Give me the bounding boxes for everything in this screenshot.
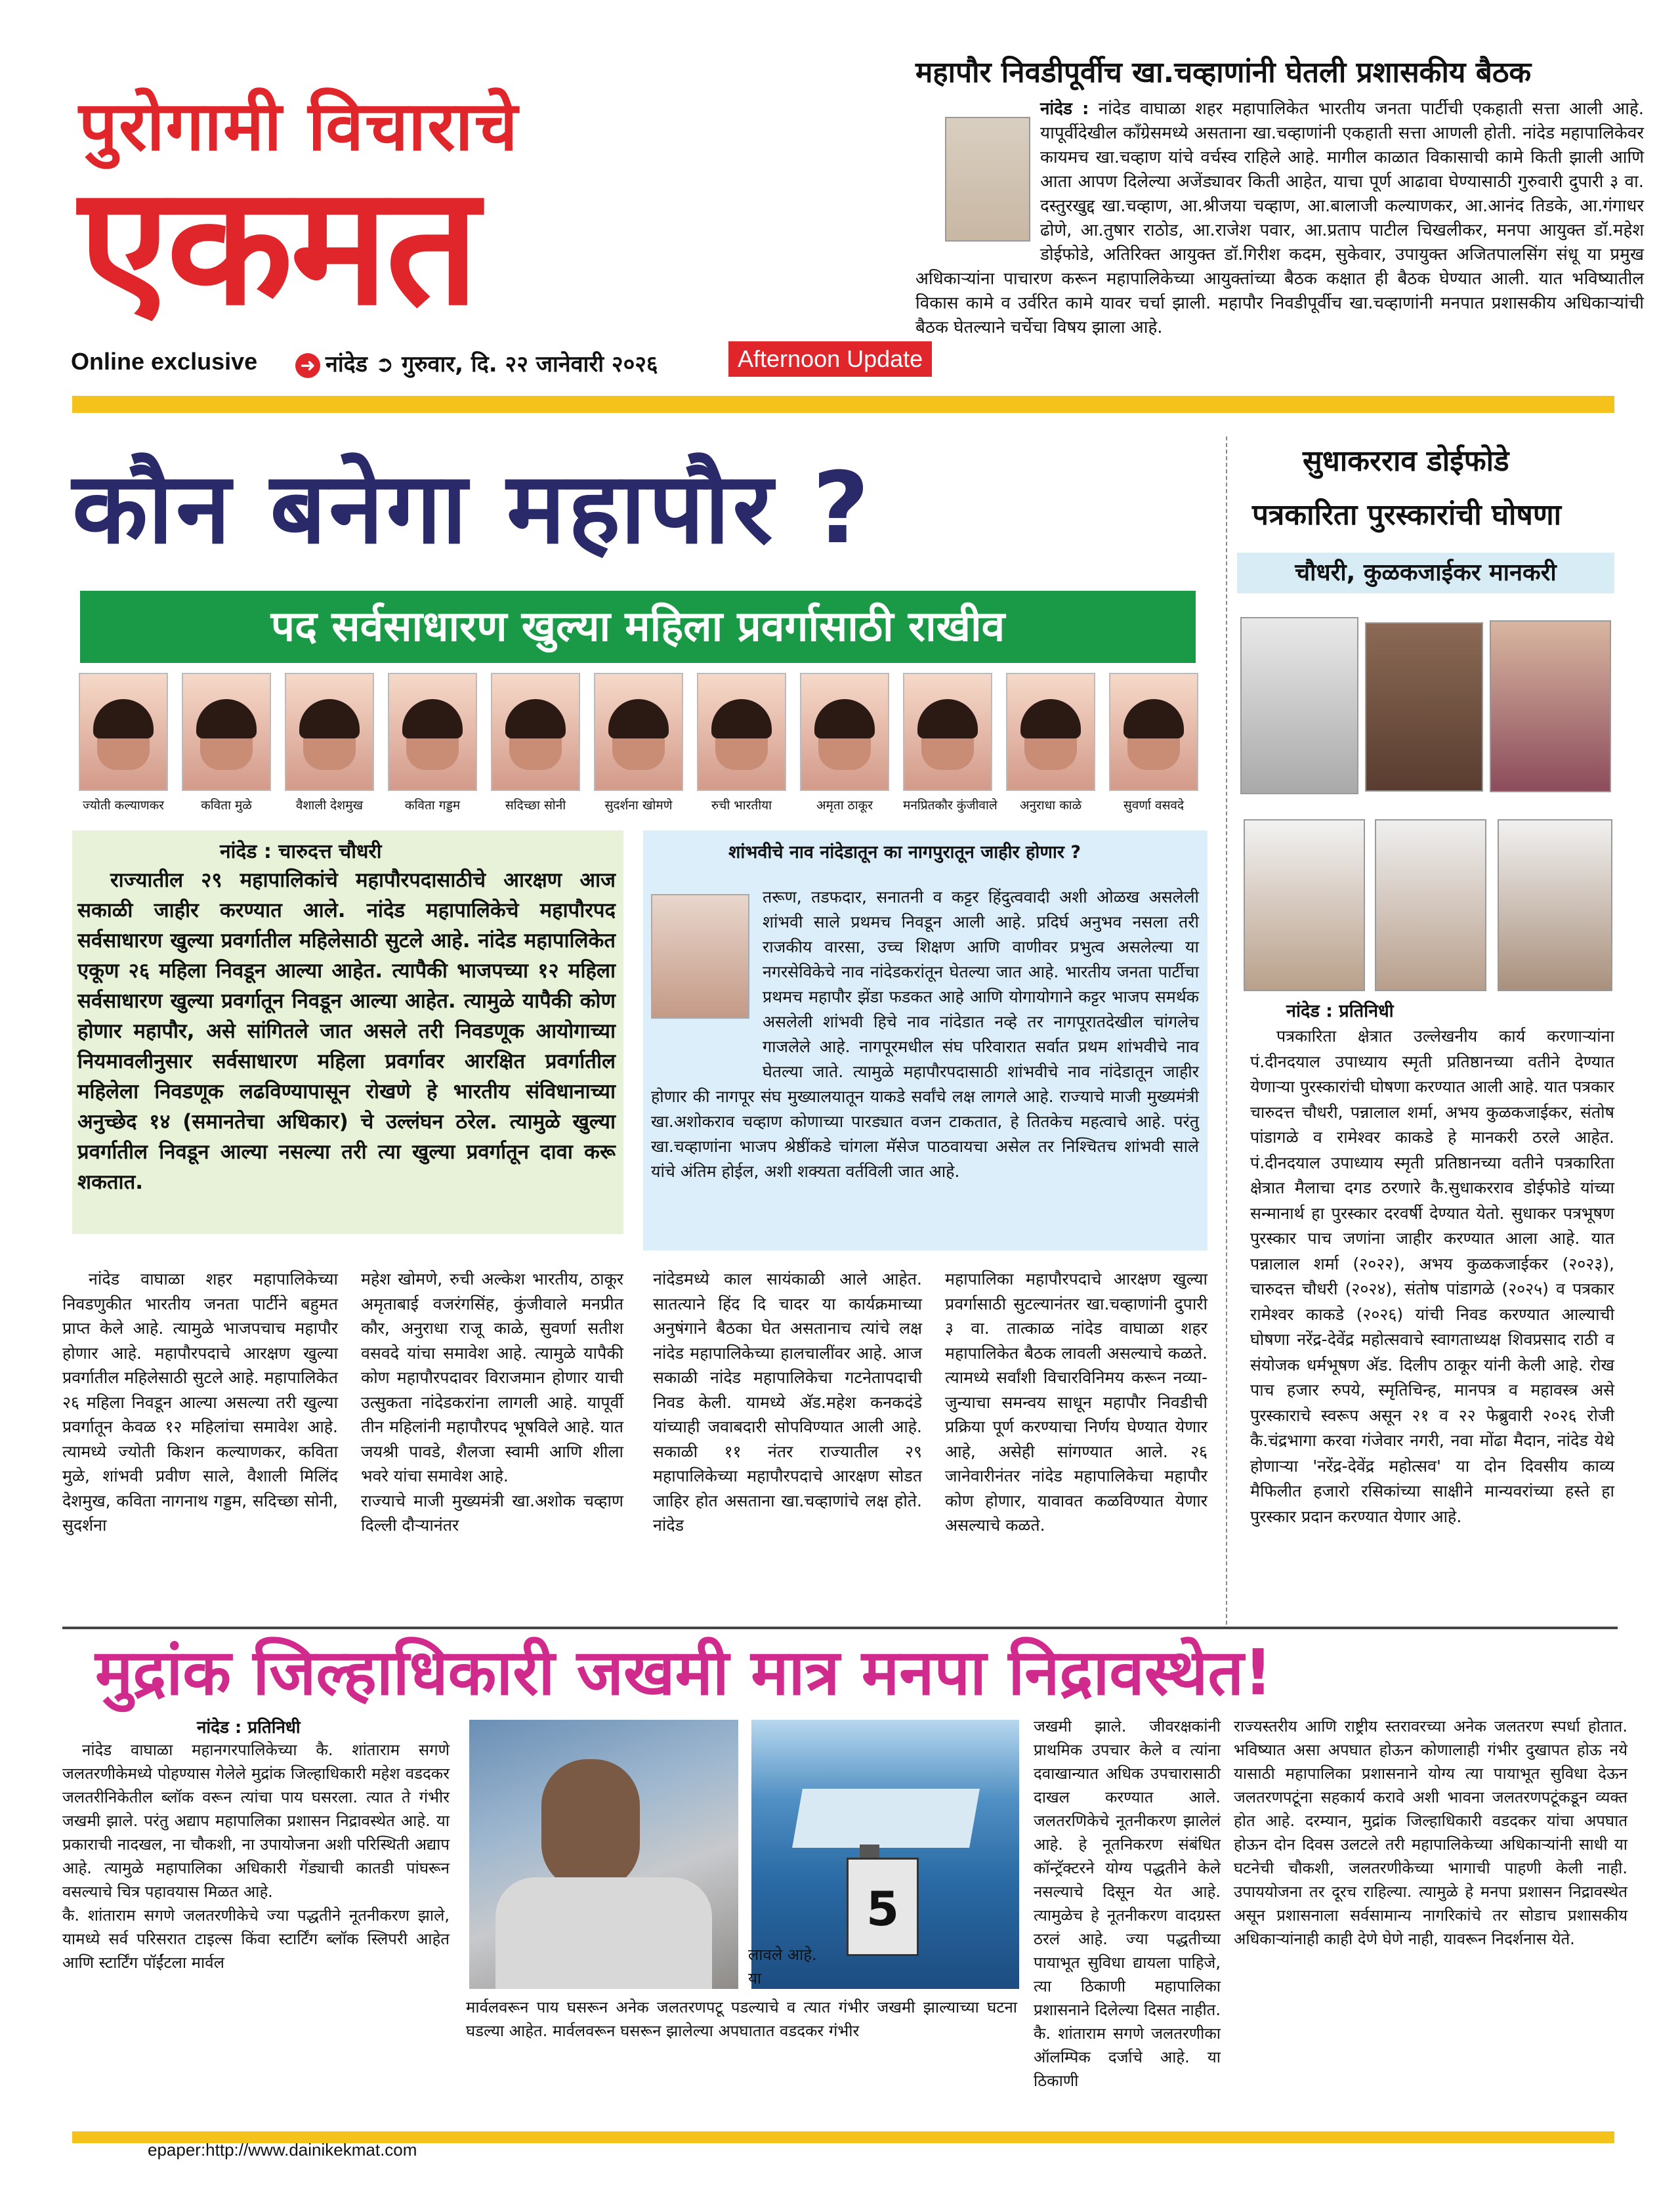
candidate-photo (1109, 673, 1198, 791)
body-column-2: महेश खोमणे, रुची अल्केश भारतीय, ठाकूर अमृताबाई वजरंगसिंह, कुंजीवाले मनप्रीत कौर, अनुराधा राजू काळे, सुवर्णा सतीश वसवदे यांचा समावेश आहे. त्यामुळे यापैकी कोण महापौरपदावर विराजमान होणार याची उत्सुकता नांदेडकरांना लागली आहे. यापूर्वी तीन महिलांनी महापौरपद भूषविले आहे. यात जयश्री पावडे, शैलजा स्वामी आणि शीला भवरे यांचा समावेश आहे. राज्याचे माजी मुख्यमंत्री खा.अशोक चव्हाण दिल्ली दौऱ्यानंतर (361, 1269, 623, 1535)
candidate (903, 673, 998, 813)
candidate (1006, 673, 1095, 813)
candidate-name: कविता गड्डम (404, 798, 461, 813)
mid-story-text: तरूण, तडफदार, सनातनी व कट्टर हिंदुत्ववादी अशी ओळख असलेली शांभवी साले प्रथमच निवडून आली आहे. प्रदिर्घ अनुभव नसला तरी राजकीय वारसा, उच्च शिक्षण आणि वाणीवर प्रभुत्व असलेल्या या नगरसेविकेचे नाव नांदेडकरांतून घेतल्या जात आहे. भारतीय जनता पार्टीचा प्रथमच महापौर झेंडा फडकत आहे आणि योगायोगाने कट्टर भाजप समर्थक असलेली शांभवी हिचे नाव नांदेडात नव्हे तर नागपूरातदेखील चांगलेच गाजलेले आहे. नागपूरमधील संघ परिवारात सर्वात प्रथम शांभवीचे नाव घेतल्या जाते. त्यामुळे महापौरपदासाठी शांभवीचे नाव नांदेडातून जाहीर होणार की नागपूर संघ मुख्यालयातून याकडे सर्वांचे लक्ष लागले आहे. राज्याचे माजी मुख्यमंत्री खा.अशोकराव चव्हाण कोणाच्या पारड्यात वजन टाकतात, हे तितकेच महत्वाचे आहे. परंतु खा.चव्हाणांना भाजप श्रेष्ठींकडे चांगला मॅसेज पाठवायचा असेल तर निश्चितच शांभवी साले यांचे अंतिम होईल, अशी शक्यता वर्तविली जात आहे. (651, 887, 1199, 1181)
candidate (697, 673, 786, 813)
candidate-name: कविता मुळे (201, 798, 252, 813)
candidate (800, 673, 889, 813)
candidate-name: सुदर्शना खोमणे (604, 798, 673, 813)
bottom-byline: नांदेड : प्रतिनिधी (197, 1718, 301, 1738)
top-story-body (915, 97, 1644, 340)
candidate (388, 673, 477, 813)
candidate-photo (800, 673, 889, 791)
bottom-column-3: जखमी झाले. जीवरक्षकांनी प्राथमिक उपचार केले व त्यांना दवाखान्यात अधिक उपचारासाठी दाखल करण्यात आले. जलतरणिकेचे नूतनीकरण झालेलं आहे. हे नूतनिकरण संबंधित कॉन्ट्रॅक्टरने योग्य पद्धतीने केले नसल्याचे दिसून येत आहे. त्यामुळेच हे नूतनीकरण वादग्रस्त ठरलं आहे. ज्या पद्धतीच्या पायाभूत सुविधा द्यायला पाहिजे, त्या ठिकाणी महापालिका प्रशासनाने दिलेल्या दिसत नाहीत. कै. शांताराम सगणे जलतरणीका ऑलम्पिक दर्जाचे आहे. या ठिकाणी (1034, 1717, 1221, 2090)
candidate-name: वैशाली देशमुख (295, 798, 364, 813)
bottom-column-4: राज्यस्तरीय आणि राष्ट्रीय स्तरावरच्या अनेक जलतरण स्पर्धा होतात. भविष्यात असा अपघात होऊन कोणालाही गंभीर दुखापत होऊ नये यासाठी महापालिका प्रशासनाने योग्य त्या पायाभूत सुविधा देऊन जलतरणपटूंना सहकार्य करावे अशी भावना जलतरणपटूंकडून व्यक्त होत आहे. दरम्यान, मुद्रांक जिल्हाधिकारी वडदकर यांचा अपघात होऊन दोन दिवस उलटले तरी महापालिकेच्या अधिकाऱ्यांनी साधी या घटनेची चौकशी, जलतरणीकेच्या भागाची पाहणी केली नाही. उपाययोजना तर दूरच राहिल्या. त्यामुळे हे मनपा प्रशासन निद्रावस्थेत असून प्रशासनाला सर्वसामान्य नागरिकांचे तर सोडाच प्रशासकीय अधिकाऱ्यांनाही काही देणे घेणे नाही, यावरून निदर्शनास येते. (1234, 1717, 1628, 1948)
candidate-name: मनप्रितकौर कुंजीवाले (903, 798, 998, 813)
sidebar-byline: नांदेड : प्रतिनिधी (1286, 1001, 1394, 1021)
face-shape (541, 1759, 640, 1890)
online-exclusive-label: Online exclusive (71, 348, 258, 375)
afternoon-update-badge: Afternoon Update (728, 341, 932, 377)
arrow-right-icon: ➜ (295, 353, 320, 378)
candidate-name: रुची भारतीया (711, 798, 772, 813)
left-story-byline: नांदेड : चारुदत्त चौधरी (220, 840, 382, 863)
bottom-headline: मुद्रांक जिल्हाधिकारी जखमी मात्र मनपा निद्रावस्थेत! (95, 1636, 1273, 1709)
candidate-photo (903, 673, 992, 791)
masthead-brand-logo: एकमत (79, 150, 477, 341)
sidebar-divider (1226, 437, 1227, 1625)
lane-number-sign: 5 (847, 1858, 919, 1956)
body-column-3: नांदेडमध्ये काल सायंकाळी आले आहेत. सातत्याने हिंद दि चादर या कार्यक्रमाच्या अनुषंगाने बैठका घेत असतानाच त्यांचे लक्ष नांदेड महापालिकेच्या हालचालींवर आहे. आज सकाळी नांदेड महापालिकेचा गटनेतापदाची निवड केली. यामध्ये अ‍ॅड.महेश कनकदंडे यांच्याही जवाबदारी सोपविण्यात आली आहे. सकाळी ११ नंतर राज्यातील २९ महापालिकेच्या महापौरपदाचे आरक्षण सोडत जाहिर होत असताना खा.चव्हाणांचे लक्ष होते. नांदेड (653, 1269, 922, 1535)
sidebar-headline-1: सुधाकरराव डोईफोडे (1303, 444, 1509, 478)
dateline-text: नांदेड ➲ गुरुवार, दि. २२ जानेवारी २०२६ (326, 351, 658, 377)
candidate (491, 673, 580, 813)
sidebar-subhead: चौधरी, कुळकजाईकर मानकरी (1237, 553, 1614, 593)
photo-spacer (915, 97, 1040, 248)
candidate-photo (491, 673, 580, 791)
candidate-photo (182, 673, 271, 791)
dateline (295, 348, 658, 378)
candidate (79, 673, 168, 813)
shirt-shape (495, 1877, 712, 1989)
main-subhead: पद सर्वसाधारण खुल्या महिला प्रवर्गासाठी राखीव (80, 591, 1196, 663)
masthead-rule (72, 396, 1614, 413)
candidate-photo (594, 673, 683, 791)
sidebar-body: पत्रकारिता क्षेत्रात उल्लेखनीय कार्य करणाऱ्यांना पं.दीनदयाल उपाध्याय स्मृती प्रतिष्ठानच्या वतीने देण्यात येणाऱ्या पुरस्कारांची घोषणा करण्यात आली आहे. यात पत्रकार चारुदत्त चौधरी, पन्नालाल शर्मा, अभय कुळकजाईकर, संतोष पांडागळे व रामेश्वर काकडे हे मानकरी ठरले आहेत. पं.दीनदयाल उपाध्याय स्मृती प्रतिष्ठानच्या वतीने पत्रकारिता क्षेत्रात मैलाचा दगड ठरणारे कै.सुधाकरराव डोईफोडे यांच्या सन्मानार्थ हा पुरस्कार दरवर्षी देण्यात येतो. सुधाकर पत्रभूषण पुरस्कार पाच जणांना जाहीर करण्यात आला आहे. यात पन्नालाल शर्मा (२०२२), अभय कुळकजाईकर (२०२३), चारुदत्त चौधरी (२०२४), संतोष पांडागळे (२०२५) व पत्रकार रामेश्वर काकडे (२०२६) यांची निवड करण्यात आल्याची घोषणा नरेंद्र-देवेंद्र महोत्सवाचे स्वागताध्यक्ष शिवप्रसाद राठी व संयोजक धर्मभूषण अ‍ॅड. दिलीप ठाकूर यांनी केली आहे. रोख पाच हजार रुपये, स्मृतिचिन्ह, मानपत्र व महावस्त्र असे पुरस्काराचे स्वरूप असून २१ व २२ फेब्रुवारी २०२६ रोजी कै.चंद्रभागा करवा गंजेवार नगरी, नवा मोंढा मैदान, नांदेड येथे होणाऱ्या 'नरेंद्र-देवेंद्र महोत्सव' या दोन दिवसीय काव्य मैफिलीत हजारो रसिकांच्या साक्षीने मान्यवरांच्या हस्ते हा पुरस्कार प्रदान करण्यात येणार आहे. (1250, 1027, 1614, 1526)
body-column-4: महापालिका महापौरपदाचे आरक्षण खुल्या प्रवर्गासाठी सुटल्यानंतर खा.चव्हाणांनी दुपारी ३ वा. तात्काळ नांदेड वाघाळा शहर महापालिकेत बैठक लावली असल्याचे कळते. त्यामध्ये सर्वांशी विचारविनिमय करून नव्या-जुन्याचा समन्वय साधून महापौर निवडीची प्रक्रिया पूर्ण करण्याचा निर्णय घेण्यात येणार आहे, असेही सांगण्यात आले. २६ जानेवारीनंतर नांदेड महापालिकेचा महापौर कोण होणार, यावावत कळविण्यात येणार असल्याचे कळते. (945, 1269, 1208, 1535)
sidebar-headline-2: पत्रकारिता पुरस्कारांची घोषणा (1252, 498, 1562, 532)
awardee-photo (1365, 622, 1483, 792)
top-story-text: नांदेड वाघाळा शहर महापालिकेत भारतीय जनता पार्टीची एकहाती सत्ता आली आहे. यापूर्वीदेखील काँग्रेसमध्ये असताना खा.चव्हाणांनी एकहाती सत्ता आणली होती. नांदेड महापालिकेवर कायमच खा.चव्हाण यांचे वर्चस्व राहिले आहे. मागील काळात विकासाची कामे किती झाली आणि आता आपण दिलेल्या अजेंड्यावर किती आहेत, याचा पूर्ण आढावा घेण्यासाठी गुरुवारी दुपारी ३ वा. दस्तुरखुद्द खा.चव्हाण, आ.श्रीजया चव्हाण, आ.बालाजी कल्याणकर, आ.आनंद तिडके, आ.गंगाधर ढोणे, आ.तुषार राठोड, आ.राजेश पवार, आ.प्रताप पाटील चिखलीकर, मनपा आयुक्त डॉ.महेश डोईफोडे, अतिरिक्त आयुक्त डॉ.गिरीश कदम, सुकेवार, उपायुक्त अजितपालसिंग संधू या प्रमुख अधिकाऱ्यांना पाचारण करून महापालिकेच्या आयुक्तांच्या बैठक कक्षात ही बैठक घेण्यात आली. यात भविष्यातील विकास कामे व उर्वरित कामे यावर चर्चा झाली. महापौर निवडीपूर्वीच खा.चव्हाणांनी मनपात प्रशासकीय अधिकाऱ्यांची बैठक घेतल्याने चर्चेचा विषय झाला आहे. (915, 99, 1645, 337)
awardee-photo (1244, 819, 1365, 991)
bottom-column-1: नांदेड वाघाळा महानगरपालिकेच्या कै. शांताराम सगणे जलतरणीकेमध्ये पोहण्यास गेलेले मुद्रांक जिल्हाधिकारी महेश वडदकर जलतरीनिकेतील ब्लॉक वरून त्यांचा पाय घसरला. त्यात ते गंभीर जखमी झाले. परंतु अद्याप महापालिका प्रशासन निद्रावस्थेत आहे. या प्रकाराची नादखल, ना चौकशी, ना उपायोजना अशी परिस्थिती अद्याप आहे. त्यामुळे महापालिका अधिकारी गेंड्याची कातडी पांघरून वसल्याचे चित्र पहावयास मिळत आहे. कै. शांताराम सगणे जलतरणीकेचे ज्या पद्धतीने नूतनीकरण झाले, यामध्ये सर्व परिसरात टाइल्स किंवा स्टार्टिंग ब्लॉक स्लिपरी आहेत आणि स्टार्टिंग पॉईंटला मार्वल (62, 1741, 450, 1972)
mid-story-body (651, 865, 1199, 1184)
top-story-lead: नांदेड : (1040, 99, 1089, 119)
candidate-name: सुवर्णा वसवदे (1123, 798, 1185, 813)
candidate-name: ज्योती कल्याणकर (83, 798, 164, 813)
candidate-photo (1006, 673, 1095, 791)
top-story-headline: महापौर निवडीपूर्वीच खा.चव्हाणांनी घेतली प्रशासकीय बैठक (915, 56, 1532, 89)
candidate-name: अमृता ठाकूर (816, 798, 873, 813)
candidate-photo (697, 673, 786, 791)
epaper-link[interactable]: epaper:http://www.dainikekmat.com (148, 2140, 417, 2160)
candidate (1109, 673, 1198, 813)
left-story-body: राज्यातील २९ महापालिकांचे महापौरपदासाठीचे आरक्षण आज सकाळी जाहीर करण्यात आले. नांदेड महापालिकेचे महापौरपद सर्वसाधारण खुल्या प्रवर्गातील महिलेसाठी सुटले आहे. नांदेड महापालिकेत एकूण २६ महिला निवडून आल्या आहेत. त्यापैकी भाजपच्या १२ महिला सर्वसाधारण खुल्या प्रवर्गातून निवडून आल्या आहेत. त्यामुळे यापैकी कोण होणार महापौर, असे सांगितले जात असले तरी निवडणूक आयोगाच्या नियमावलीनुसार सर्वसाधारण महिला प्रवर्गावर आरक्षित प्रवर्गातील महिलेला निवडणूक लढविण्यापासून रोखणे हे भारतीय संविधानाच्या अनुच्छेद १४ (समानतेचा अधिकार) चे उल्लंघन ठरेल. त्यामुळे खुल्या प्रवर्गातील निवडून आल्या नसल्या तरी त्या खुल्या प्रवर्गातून दावा करू शकतात. (77, 868, 616, 1194)
injured-official-photo (469, 1720, 738, 1989)
awardee-photo (1490, 620, 1611, 792)
bottom-continuation: लावले आहे. या (748, 1946, 817, 1988)
body-column-1: नांदेड वाघाळा शहर महापालिकेच्या निवडणुकीत भारतीय जनता पार्टीने बहुमत प्राप्त केले आहे. त्यामुळे भाजपचाच महापौर होणार आहे. महापौरपदाचे आरक्षण खुल्या प्रवर्गातील महिलेसाठी सुटले आहे. महापालिकेत २६ महिला निवडून आल्या असल्या तरी खुल्या प्रवर्गातून केवळ १२ महिलांचा समावेश आहे. त्यामध्ये ज्योती किशन कल्याणकर, कविता मुळे, शांभवी प्रवीण साले, वैशाली मिलिंद देशमुख, कविता नागनाथ गड्डम, सदिच्छा सोनी, सुदर्शना (62, 1269, 338, 1535)
awardee-photo (1375, 819, 1486, 991)
awardee-photo (1240, 617, 1358, 794)
candidate-photo (79, 673, 168, 791)
mid-story-headline: शांभवीचे नाव नांदेडातून का नागपुरातून जाहीर होणार ? (728, 842, 1082, 863)
photo-spacer (651, 885, 763, 1082)
candidate (285, 673, 374, 813)
masthead-tagline: पुरोगामी विचाराचे (79, 86, 519, 166)
candidate-photo (388, 673, 477, 791)
section-divider (62, 1627, 1618, 1629)
candidate-name: अनुराधा काळे (1019, 798, 1082, 813)
starting-block-top (792, 1789, 980, 1848)
candidate (182, 673, 271, 813)
awardee-photo (1498, 819, 1612, 991)
candidate (594, 673, 683, 813)
candidate-photo (285, 673, 374, 791)
bottom-strip-text: मार्वलवरून पाय घसरून अनेक जलतरणपटू पडल्याचे व त्यात गंभीर जखमी झाल्याच्या घटना घडल्या आहेत. मार्वलवरून घसरून झालेल्या अपघातात वडदकर गंभीर (466, 1998, 1017, 2040)
main-headline: कौन बनेगा महापौर ? (72, 452, 872, 566)
candidate-name: सदिच्छा सोनी (505, 798, 566, 813)
